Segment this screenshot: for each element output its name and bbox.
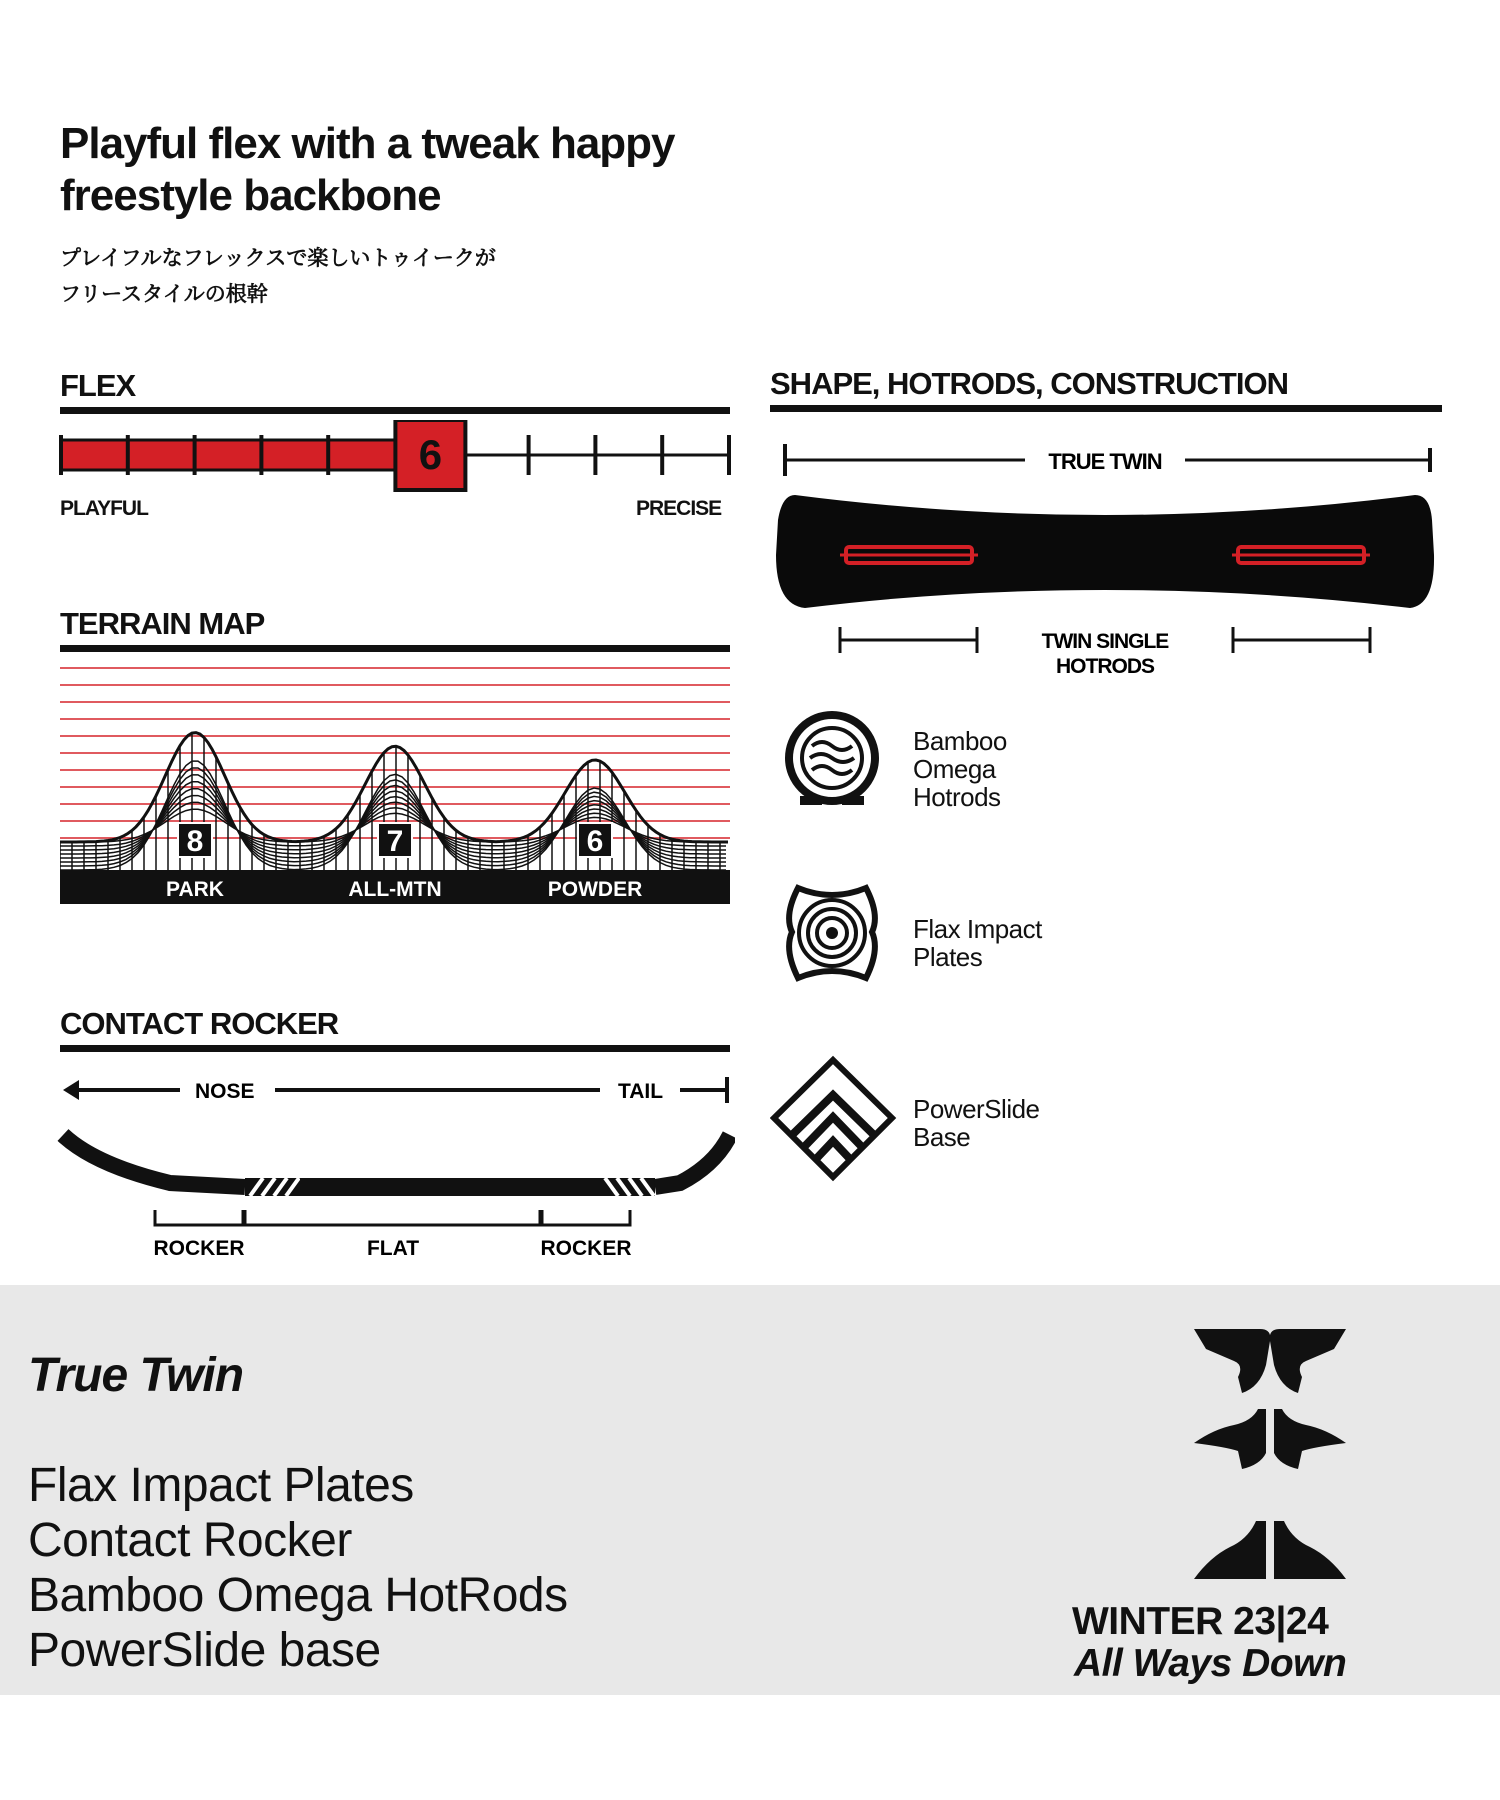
rocker-nose-curve	[63, 1135, 245, 1187]
japanese-line-1: プレイフルなフレックスで楽しいトゥイークが	[60, 246, 496, 270]
season-label: WINTER 23|24	[1072, 1600, 1329, 1643]
tech-omega-line-2: Omega	[913, 754, 996, 784]
zone-label-rocker-right: ROCKER	[540, 1237, 632, 1260]
shape-title: SHAPE, HOTRODS, CONSTRUCTION	[770, 366, 1288, 401]
shape-rule	[770, 405, 1442, 412]
flex-left-label: PLAYFUL	[60, 497, 148, 520]
impact-plates-icon	[780, 880, 890, 990]
zone-label-rocker-left: ROCKER	[153, 1237, 245, 1260]
flex-value: 6	[418, 431, 443, 478]
omega-icon	[780, 708, 890, 818]
terrain-score: 7	[386, 825, 404, 858]
footer-features	[28, 1458, 568, 1678]
tech-omega-line-1: Bamboo	[913, 726, 1007, 756]
tech-powerslide-line-2: Base	[913, 1122, 971, 1152]
footer-shape: True Twin	[28, 1349, 244, 1402]
hotrods-label-line2: HOTRODS	[1056, 655, 1154, 678]
terrain-label: POWDER	[547, 878, 643, 901]
zone-label-flat: FLAT	[366, 1237, 420, 1260]
hotrods-label-line1: TWIN SINGLE	[1041, 630, 1169, 653]
nose-label: NOSE	[195, 1080, 255, 1103]
headline	[60, 118, 675, 222]
tagline: All Ways Down	[1074, 1642, 1347, 1685]
tech-flax-text	[913, 915, 1042, 971]
contact-rocker-rule	[60, 1045, 730, 1052]
tech-powerslide-line-1: PowerSlide	[913, 1094, 1040, 1124]
terrain-map-rule	[60, 645, 730, 652]
rocker-tail-curve	[655, 1135, 730, 1187]
flex-fill	[61, 440, 395, 470]
flex-scale	[55, 420, 735, 500]
japanese-subtitle	[60, 240, 496, 312]
terrain-label: PARK	[166, 878, 224, 901]
feature-line-3: Bamboo Omega HotRods	[28, 1569, 568, 1622]
flex-title: FLEX	[60, 368, 136, 403]
tech-flax-line-1: Flax Impact	[913, 914, 1042, 944]
terrain-score: 6	[586, 825, 604, 858]
headline-line-2: freestyle backbone	[60, 171, 441, 220]
powerslide-icon	[770, 1055, 900, 1185]
feature-line-1: Flax Impact Plates	[28, 1459, 414, 1512]
flat-section	[300, 1178, 600, 1196]
contact-rocker-title: CONTACT ROCKER	[60, 1006, 339, 1041]
brand-logo-icon	[1190, 1325, 1350, 1585]
tech-omega-text	[913, 727, 1007, 811]
tail-label: TAIL	[618, 1080, 664, 1103]
terrain-label: ALL-MTN	[348, 878, 442, 901]
terrain-score: 8	[186, 825, 204, 858]
headline-line-1: Playful flex with a tweak happy	[60, 119, 675, 168]
shape-graphic	[770, 430, 1450, 690]
tech-omega-line-3: Hotrods	[913, 782, 1001, 812]
shape-label: TRUE TWIN	[1048, 449, 1162, 474]
flex-right-label: PRECISE	[636, 497, 722, 520]
terrain-map-graphic	[60, 660, 730, 910]
feature-line-2: Contact Rocker	[28, 1514, 352, 1567]
tech-flax-line-2: Plates	[913, 942, 983, 972]
snowboard-top-view	[776, 495, 1434, 608]
terrain-map-title: TERRAIN MAP	[60, 606, 265, 641]
japanese-line-2: フリースタイルの根幹	[60, 282, 268, 306]
contact-rocker-graphic	[55, 1065, 735, 1265]
flex-rule	[60, 407, 730, 414]
tech-powerslide-text	[913, 1095, 1040, 1151]
feature-line-4: PowerSlide base	[28, 1624, 381, 1677]
